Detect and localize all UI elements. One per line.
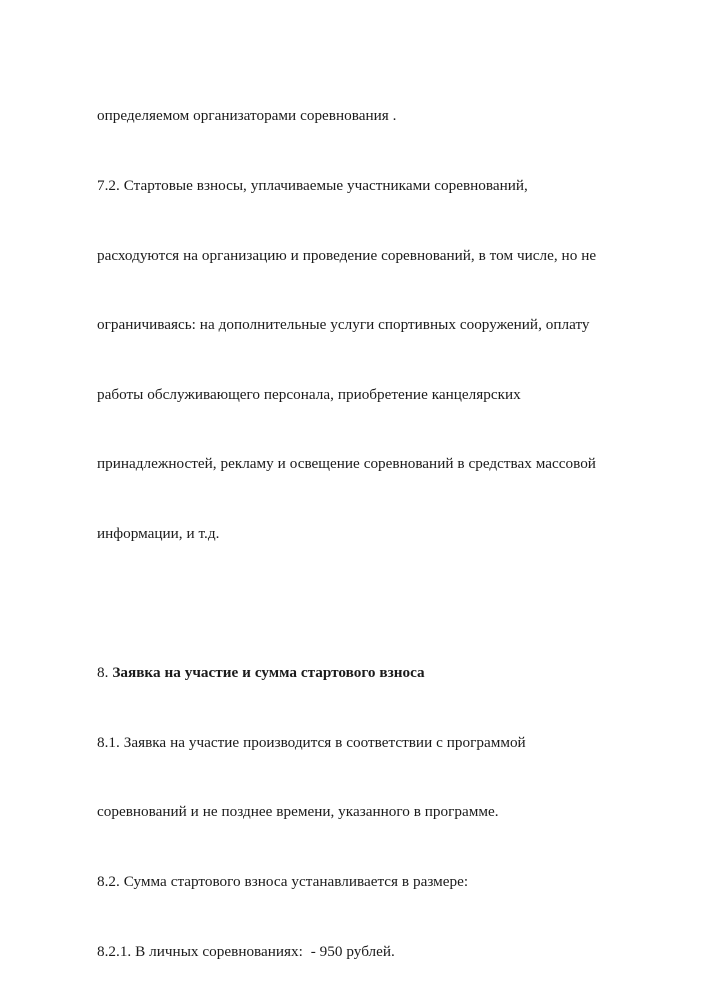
- section-8-block: [97, 615, 653, 1000]
- paragraph-7-2-line-5: работы обслуживающего персонала, приобретение канцелярских: [97, 385, 521, 403]
- section-8-heading-number: 8.: [97, 664, 109, 682]
- paragraph-7-2-line-4: ограничиваясь: на дополнительные услуги спортивных сооружений, оплату: [97, 316, 590, 334]
- section-8-heading-title: Заявка на участие и сумма стартового взноса: [112, 664, 425, 682]
- section-8-line-8-2: 8.2. Сумма стартового взноса устанавливается в размере:: [97, 873, 469, 891]
- paragraph-7-2-line-7: информации, и т.д.: [97, 525, 220, 543]
- section-8-line-8-1b: соревнований и не позднее времени, указанного в программе.: [97, 803, 499, 821]
- paragraph-7-2-line-6: принадлежностей, рекламу и освещение соревнований в средствах массовой: [97, 455, 596, 473]
- paragraph-7-2-line-3: расходуются на организацию и проведение соревнований, в том числе, но не: [97, 246, 597, 264]
- section-8-heading: [97, 661, 653, 684]
- section-8-line-8-2-1: 8.2.1. В личных соревнованиях: - 950 рублей.: [97, 942, 395, 960]
- paragraph-spacer: [97, 592, 653, 615]
- paragraph-7-2-line-1: определяемом организаторами соревнования .: [97, 107, 397, 125]
- document-text-column: [97, 58, 653, 1000]
- paragraph-7-2-line-2: 7.2. Стартовые взносы, уплачиваемые участниками соревнований,: [97, 177, 528, 195]
- paragraph-7-2: [97, 58, 653, 592]
- section-8-line-8-1a: 8.1. Заявка на участие производится в соответствии с программой: [97, 733, 526, 751]
